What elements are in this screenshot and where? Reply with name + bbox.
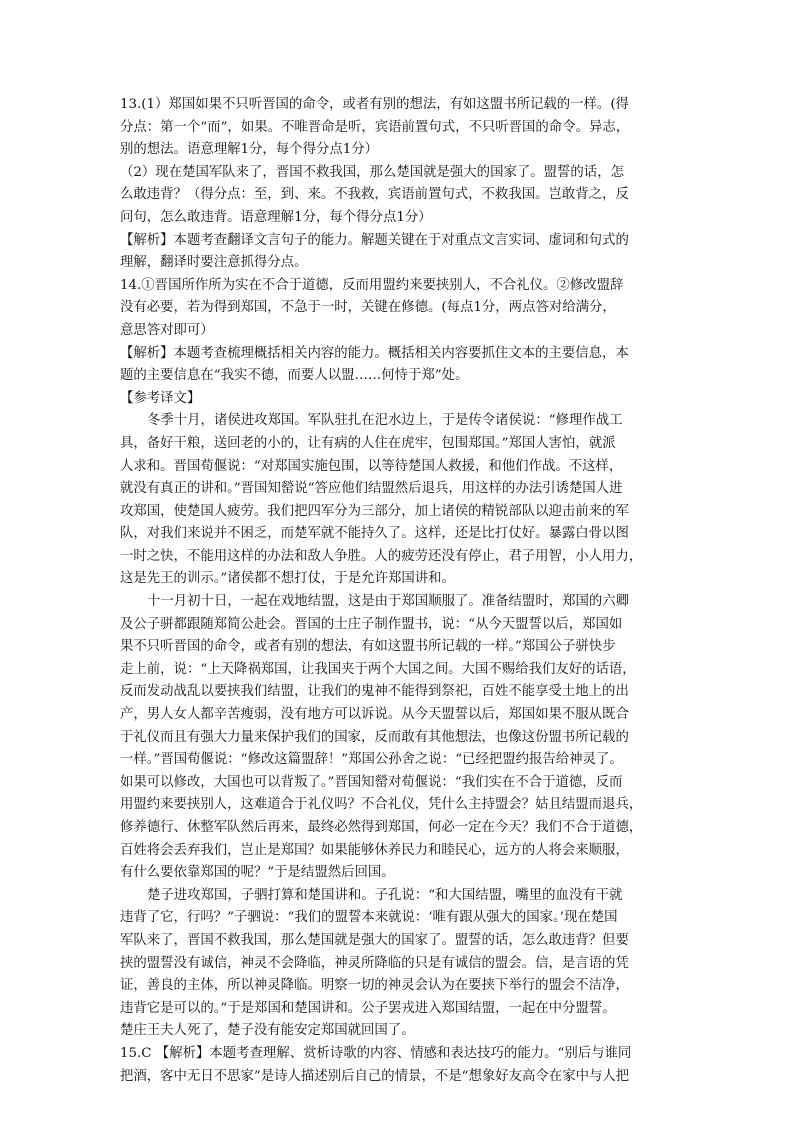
text-line: 13.(1）郑国如果不只听晋国的命令，或者有别的想法，有如这盟书所记载的一样。(得 [120,97,629,112]
text-line: 把酒，客中无日不思家”是诗人描述别后自己的情景，不是“想象好友高令在家中与人把 [120,1068,630,1084]
text-line: 修养德行、休整军队然后再来，最终必然得到郑国，何必一定在今天？我们不合于道德， [120,820,643,835]
text-line: 理解，翻译时要注意抓得分点。 [120,255,308,271]
text-line: 一样。”晋国荀偃说：“修改这篇盟辞！”郑国公孙舍之说：“已经把盟约报告给神灵了。 [120,752,623,768]
text-line: 【参考译文】 [120,390,201,406]
text-line: （2）现在楚国军队来了，晋国不救我国，那么楚国就是强大的国家了。盟誓的话，怎 [120,164,624,180]
text-line: 军队来了，晋国不救我国，那么楚国就是强大的国家了。盟誓的话，怎么敢违背？但要 [120,932,629,948]
text-line: 有什么要依靠郑国的呢？”于是结盟然后回国。 [120,865,395,881]
text-line: 意思答对即可） [120,322,214,338]
text-line: 没有必要，若为得到郑国，不急于一时，关键在修德。(每点1分，两点答对给满分， [120,300,616,316]
text-line: 走上前，说：“上天降祸郑国，让我国夹于两个大国之间。大国不赐给我们友好的话语， [120,661,636,677]
text-line: 么敢违背？（得分点：至，到、来。不我救，宾语前置句式，不救我国。岂敢背之，反 [120,187,629,203]
text-line: 15.C 【解析】本题考查理解、赏析诗歌的内容、情感和表达技巧的能力。“别后与谁同 [120,1045,632,1061]
text-line: 用盟约来要挟别人，这难道合于礼仪吗？不合礼仪，凭什么主持盟会？姑且结盟而退兵， [120,797,643,813]
text-line: 十一月初十日，一起在戏地结盟，这是由于郑国顺服了。准备结盟时，郑国的六卿 [147,594,630,610]
text-line: 于礼仪而且有强大力量来保护我们的国家，反而敢有其他想法，也像这份盟书所记载的 [120,729,629,745]
text-line: 证，善良的主体，所以神灵降临。明察一切的神灵会认为在要挟下举行的盟会不洁净， [120,978,629,994]
text-line: 队，对我们来说并不困乏，而楚军就不能持久了。这样，还是比打仗好。暴露白骨以图 [120,526,629,542]
text-line: 就没有真正的讲和。”晋国知罃说“答应他们结盟然后退兵，用这样的办法引诱楚国人进 [120,481,623,497]
text-line: 挟的盟誓没有诚信，神灵不会降临，神灵所降临的只是有诚信的盟会。信，是言语的凭 [120,955,629,971]
text-line: 及公子骈都跟随郑简公赴会。晋国的士庄子制作盟书，说：“从今天盟誓以后，郑国如 [120,616,623,632]
text-line: 具，备好干粮，送回老的小的，让有病的人住在虎牢，包围郑国。”郑国人害怕，就派 [120,435,616,451]
text-line: 楚庄王夫人死了，楚子没有能安定郑国就回国了。 [120,1023,415,1039]
text-line: 如果可以修改，大国也可以背叛了。”晋国知罃对荀偃说：“我们实在不合于道德，反而 [120,774,623,790]
text-line: 违背了它，行吗？”子驷说：“我们的盟誓本来就说：‘唯有跟从强大的国家。’现在楚国 [120,910,618,926]
text-line: 一时之快，不能用这样的办法和敌人争胜。人的疲劳还没有停止，君子用智，小人用力， [120,548,643,564]
text-line: 题的主要信息在“我实不德，而要人以盟……何恃于郑”处。 [120,368,469,384]
text-line: 【解析】本题考查翻译文言句子的能力。解题关键在于对重点文言实词、虚词和句式的 [120,232,629,248]
text-line: 分点：第一个“而”，如果。不唯晋命是听，宾语前置句式，不只听晋国的命令。异志， [120,119,630,135]
text-line: 攻郑国，使楚国人疲劳。我们把四军分为三部分，加上诸侯的精锐部队以迎击前来的军 [120,503,629,519]
text-line: 冬季十月，诸侯进攻郑国。军队驻扎在汜水边上，于是传令诸侯说：“修理作战工 [147,413,623,429]
text-line: 百姓将会丢弃我们，岂止是郑国？如果能够休养民力和睦民心，远方的人将会来顺服， [120,842,629,858]
text-line: 14.①晋国所作所为实在不合于道德，反而用盟约来要挟别人，不合礼仪。②修改盟辞 [120,277,624,293]
text-line: 反而发动战乱以要挟我们结盟，让我们的鬼神不能得到祭祀，百姓不能享受土地上的出 [120,684,629,700]
text-line: 果不只听晋国的命令，或者有别的想法，有如这盟书所记载的一样。”郑国公子骈快步 [120,639,616,655]
text-line: 这是先王的训示。”诸侯都不想打仗，于是允许郑国讲和。 [120,571,455,587]
text-line: 楚子进攻郑国，子驷打算和楚国讲和。子孔说：“和大国结盟，嘴里的血没有干就 [147,887,623,903]
text-line: 人求和。晋国荀偃说：“对郑国实施包围，以等待楚国人救援，和他们作战。不这样， [120,458,623,474]
answer-key-document [120,94,676,1088]
text-line: 别的想法。语意理解1分，每个得分点1分） [120,142,379,158]
text-line: 【解析】本题考查梳理概括相关内容的能力。概括相关内容要抓住文本的主要信息，本 [120,345,629,361]
text-line: 产，男人女人都辛苦瘦弱，没有地方可以诉说。从今天盟誓以后，郑国如果不服从既合 [120,707,629,723]
text-line: 违背它是可以的。”于是郑国和楚国讲和。公子罢戎进入郑国结盟，一起在中分盟誓。 [120,1000,616,1016]
text-line: 问句，怎么敢违背。语意理解1分，每个得分点1分） [120,209,432,225]
